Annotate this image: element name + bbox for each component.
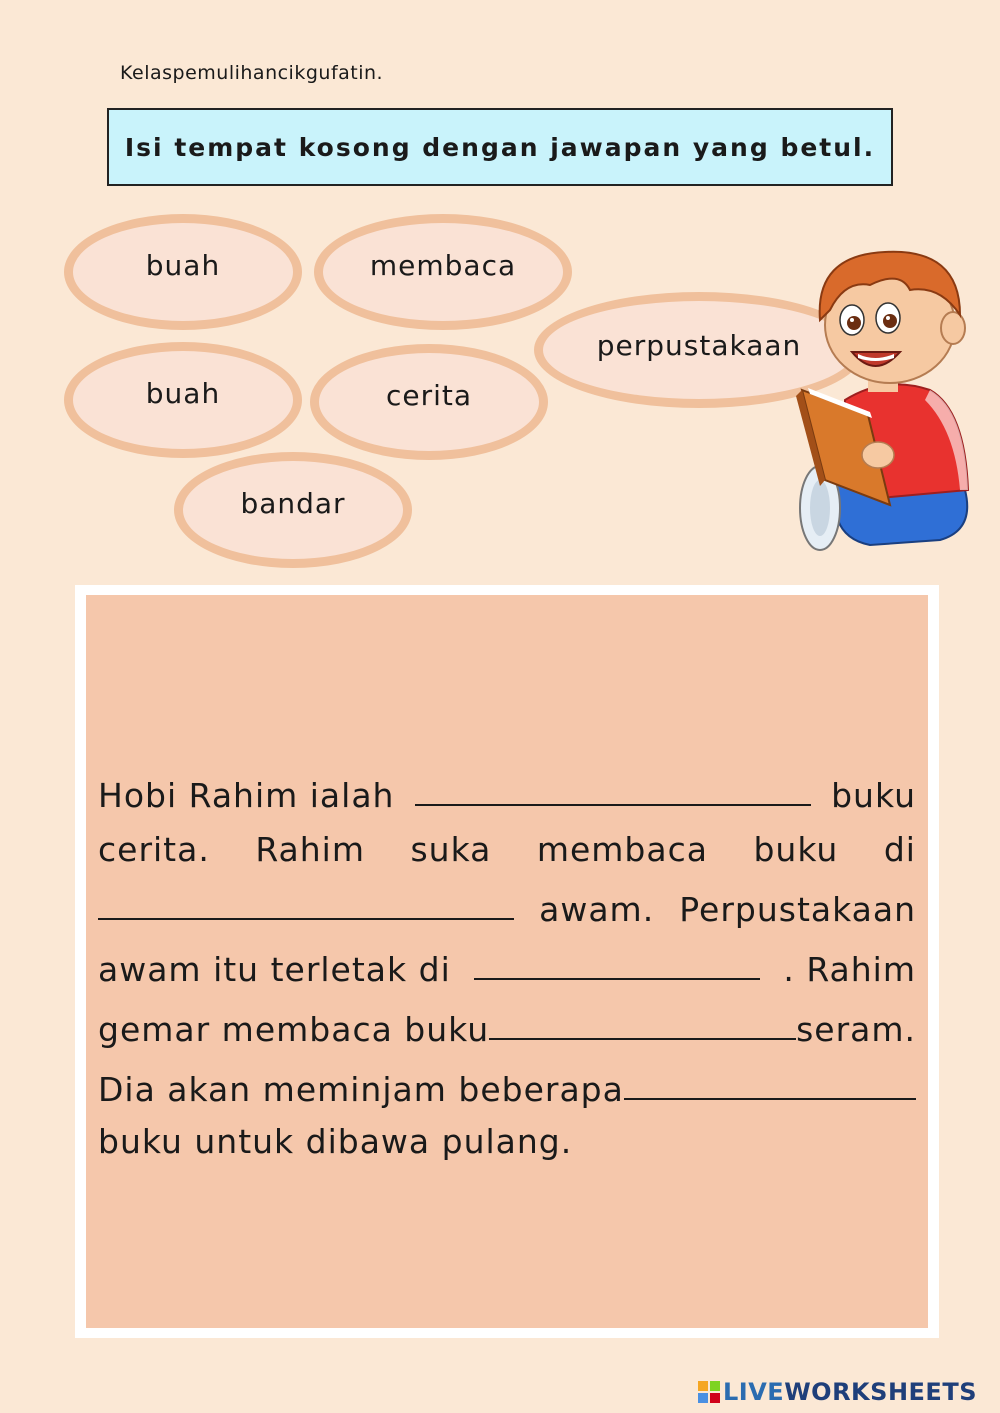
logo-text-worksheets: WORKSHEETS <box>784 1378 977 1406</box>
passage-word: di <box>883 830 916 869</box>
instruction-box <box>107 108 893 186</box>
passage-text-fragment: awam. <box>539 890 655 929</box>
passage-word: Rahim <box>255 830 365 869</box>
word-label: perpustakaan <box>596 329 802 362</box>
answer-blank-2[interactable] <box>98 918 514 920</box>
passage-text-fragment: buku untuk dibawa pulang. <box>98 1122 573 1161</box>
word-bubble-cerita[interactable] <box>310 344 548 460</box>
passage-word: cerita. <box>98 830 210 869</box>
passage-text-fragment: awam itu terletak di <box>98 950 451 989</box>
answer-blank-4[interactable] <box>489 1038 796 1040</box>
liveworksheets-logo[interactable] <box>698 1378 977 1406</box>
word-bubble-buah-1[interactable] <box>64 214 302 330</box>
passage-line-2 <box>98 815 916 869</box>
instruction-text: Isi tempat kosong dengan jawapan yang betul. <box>124 132 876 162</box>
credit-text: Kelaspemulihancikgufatin. <box>120 62 384 84</box>
passage-line-6 <box>98 1049 916 1109</box>
passage-line-4 <box>98 929 916 989</box>
word-bubble-bandar[interactable] <box>174 452 412 568</box>
answer-blank-1[interactable] <box>415 804 811 806</box>
word-label: buah <box>145 377 221 410</box>
passage-text-fragment: . Rahim <box>783 950 916 989</box>
passage-text-fragment: seram. <box>796 1010 916 1049</box>
passage-line-7 <box>98 1109 916 1161</box>
word-label: buah <box>145 249 221 282</box>
logo-text-live: LIVE <box>723 1378 785 1406</box>
answer-blank-5[interactable] <box>624 1098 916 1100</box>
passage-text-fragment: Hobi Rahim ialah <box>98 776 395 815</box>
passage-text-fragment: Perpustakaan <box>679 890 916 929</box>
word-bubble-buah-2[interactable] <box>64 342 302 458</box>
passage-line-1 <box>98 755 916 815</box>
passage-text <box>98 755 916 1161</box>
passage-text-fragment: buku <box>831 776 916 815</box>
liveworksheets-icon <box>698 1381 720 1403</box>
passage-word: suka <box>410 830 492 869</box>
passage-text-fragment: gemar membaca buku <box>98 1010 490 1049</box>
answer-blank-3[interactable] <box>474 978 760 980</box>
word-label: membaca <box>369 249 517 282</box>
passage-text-fragment: Dia akan meminjam beberapa <box>98 1070 624 1109</box>
passage-line-3 <box>98 869 916 929</box>
word-label: bandar <box>240 487 346 520</box>
passage-word: membaca <box>536 830 708 869</box>
word-bubble-membaca[interactable] <box>314 214 572 330</box>
reading-boy-illustration <box>790 240 980 570</box>
word-label: cerita <box>385 379 473 412</box>
passage-line-5 <box>98 989 916 1049</box>
passage-word: buku <box>753 830 839 869</box>
